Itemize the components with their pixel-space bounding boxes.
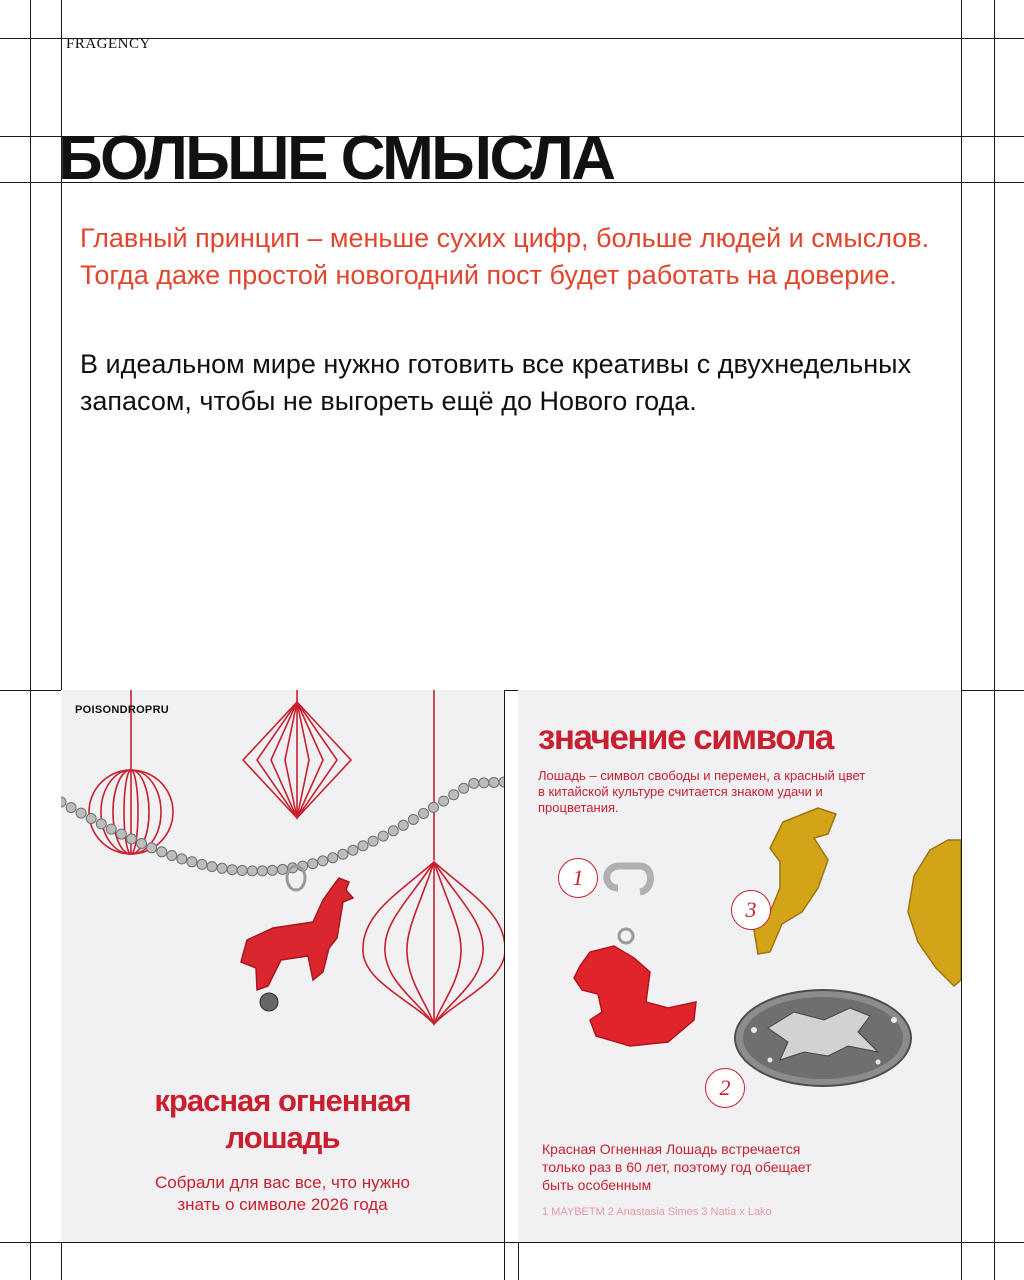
chain-bead bbox=[267, 865, 277, 875]
body-paragraph: В идеальном мире нужно готовить все креативы с двухнедельных запасом, чтобы не выгореть ещё до Нового года. bbox=[80, 349, 912, 416]
chain-bead bbox=[419, 809, 429, 819]
chain-bead bbox=[257, 866, 267, 876]
chain-bead bbox=[157, 847, 167, 857]
post-left-title bbox=[61, 1082, 504, 1156]
chain-bead bbox=[479, 778, 489, 788]
rocking-horse-earring-icon bbox=[574, 866, 696, 1046]
silver-horse-brooch-icon bbox=[735, 990, 911, 1086]
chain-bead bbox=[237, 866, 247, 876]
grid-line-v-3 bbox=[504, 690, 505, 1280]
chain-bead bbox=[439, 796, 449, 806]
chain-bead bbox=[61, 797, 66, 807]
red-horse-pendant-icon bbox=[241, 866, 353, 1011]
chain-bead bbox=[247, 866, 257, 876]
ornament-onion-icon bbox=[363, 690, 504, 1024]
chain-bead bbox=[388, 826, 398, 836]
chain-bead bbox=[358, 841, 368, 851]
post-left-title-line-1: красная огненная bbox=[154, 1083, 411, 1118]
ornament-diamond-icon bbox=[243, 690, 351, 818]
post-right-title: значение символа bbox=[538, 718, 833, 757]
grid-line-v-5 bbox=[961, 0, 962, 1280]
page-headline: БОЛЬШЕ СМЫСЛА bbox=[58, 124, 614, 193]
chain-bead bbox=[147, 843, 157, 853]
grid-line-v-6 bbox=[994, 0, 995, 1280]
badge-number-1: 1 bbox=[558, 858, 598, 898]
post-left-title-line-2: лошадь bbox=[225, 1120, 340, 1155]
grid-line-v-1 bbox=[30, 0, 31, 1280]
post-left-subtitle-line-2: знать о символе 2026 года bbox=[177, 1195, 388, 1214]
chain-bead bbox=[137, 839, 147, 849]
post-right-footer: Красная Огненная Лошадь встречается только раз в 60 лет, поэтому год обещает быть особенным bbox=[542, 1141, 812, 1193]
chain-bead bbox=[76, 808, 86, 818]
chain-bead bbox=[227, 865, 237, 875]
chain-bead bbox=[106, 824, 116, 834]
post-left-subtitle-line-1: Собрали для вас все, что нужно bbox=[155, 1173, 410, 1192]
post-right-credits: 1 MAYBETM 2 Anastasia Simes 3 Natia x Lako bbox=[542, 1206, 772, 1218]
chain-bead bbox=[187, 857, 197, 867]
chain-bead bbox=[348, 845, 358, 855]
chain-bead bbox=[66, 803, 76, 813]
grid-line-h-5 bbox=[0, 1242, 1024, 1243]
chain-bead bbox=[116, 829, 126, 839]
post-left-subtitle bbox=[61, 1172, 504, 1216]
accent-paragraph: Главный принцип – меньше сухих цифр, больше людей и смыслов. Тогда даже простой новогодний пост будет работать на доверие. bbox=[80, 223, 930, 290]
chain-bead bbox=[469, 778, 479, 788]
chain-bead bbox=[177, 854, 187, 864]
chain-bead bbox=[96, 819, 106, 829]
badge-number-2: 2 bbox=[705, 1068, 745, 1108]
chain-bead bbox=[338, 849, 348, 859]
chain-bead bbox=[489, 778, 499, 788]
grid-line-h-1 bbox=[0, 38, 1024, 39]
chain-bead bbox=[429, 802, 439, 812]
chain-bead bbox=[459, 783, 469, 793]
chain-bead bbox=[167, 851, 177, 861]
post-card-left bbox=[61, 690, 504, 1242]
chain-bead bbox=[499, 777, 504, 787]
post-card-right bbox=[518, 690, 961, 1242]
chain-bead bbox=[398, 820, 408, 830]
chain-bead bbox=[127, 834, 137, 844]
chain-bead bbox=[328, 853, 338, 863]
chain-bead bbox=[86, 814, 96, 824]
chain-bead bbox=[278, 864, 288, 874]
post-author-handle: POISONDROPRU bbox=[75, 704, 170, 716]
badge-number-3: 3 bbox=[731, 890, 771, 930]
chain-bead bbox=[308, 859, 318, 869]
post-left-illustration bbox=[61, 690, 504, 1242]
post-right-description: Лошадь – символ свободы и перемен, а красный цвет в китайской культуре считается знаком удачи и процветания. bbox=[538, 768, 866, 815]
chain-bead bbox=[378, 831, 388, 841]
chain-bead bbox=[408, 815, 418, 825]
chain-bead bbox=[207, 862, 217, 872]
chain-bead bbox=[217, 863, 227, 873]
bead-chain-icon bbox=[61, 777, 504, 876]
chain-bead bbox=[318, 856, 328, 866]
brand-logo: FRAGENCY bbox=[66, 36, 151, 52]
chain-bead bbox=[449, 790, 459, 800]
gold-horse-earring-icon bbox=[754, 808, 961, 986]
chain-bead bbox=[197, 859, 207, 869]
chain-bead bbox=[368, 836, 378, 846]
